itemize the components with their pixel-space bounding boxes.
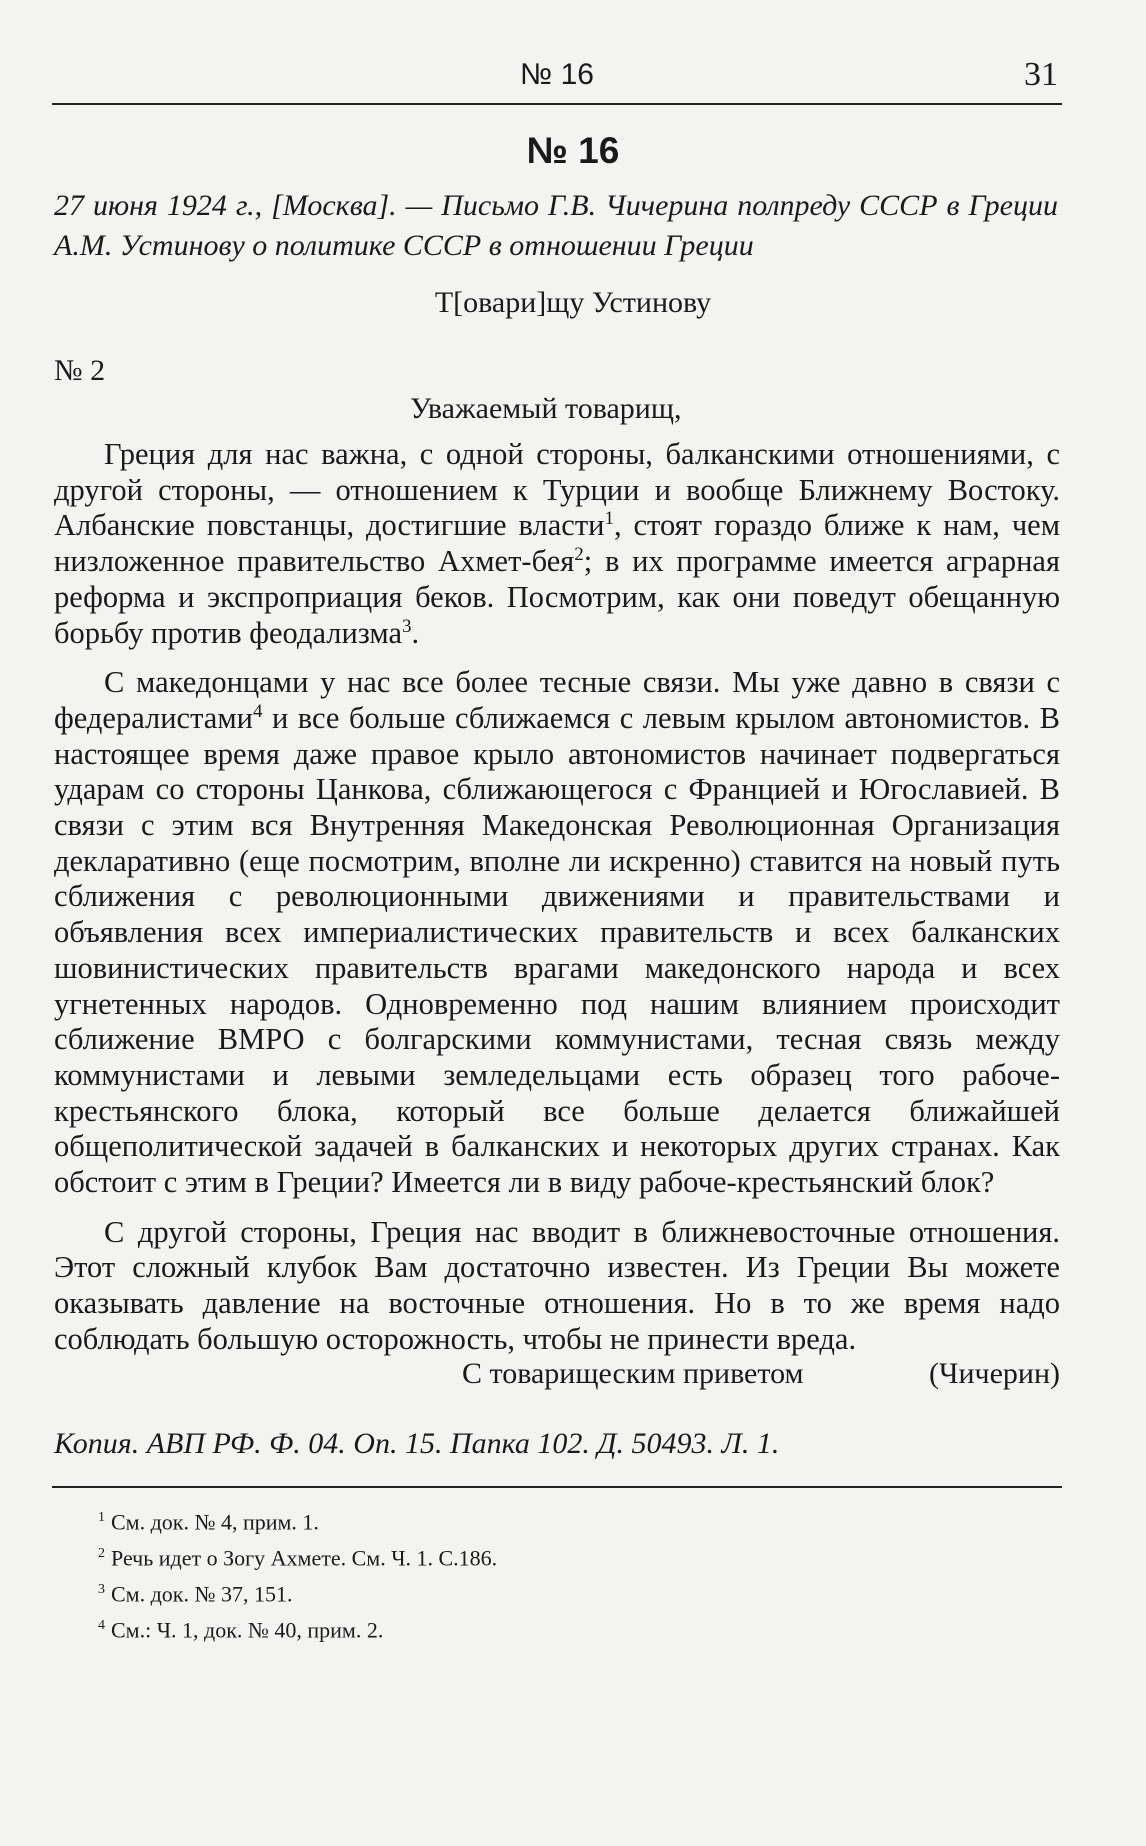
- text-run: С другой стороны, Греция нас вводит в ближневосточные отношения. Этот сложный клубок Вам достаточно известен. Из Греции Вы можете оказывать давление на восточные отношения. Но в то же время надо соблюдать большую осторожность, чтобы не принести вреда.: [54, 1214, 1060, 1356]
- header-rule: [52, 103, 1062, 105]
- closing: [54, 1357, 1060, 1397]
- footnote-number: 2: [98, 1546, 105, 1561]
- archival-source: Копия. АВП РФ. Ф. 04. Оп. 15. Папка 102. Д. 50493. Л. 1.: [54, 1427, 780, 1460]
- text-run: , стоят гораздо ближе к нам, чем низложенное правительство Ахмет-бея: [54, 508, 1060, 579]
- footnote-number: 1: [98, 1510, 105, 1525]
- letter-number: № 2: [54, 354, 106, 387]
- footnote-text: См.: Ч. 1, док. № 40, прим. 2.: [111, 1617, 384, 1643]
- letter-body: [54, 437, 1060, 1372]
- footnote-ref[interactable]: 3: [402, 615, 412, 637]
- salutation: Уважаемый товарищ,: [410, 392, 682, 425]
- footnote: [98, 1572, 497, 1608]
- text-run: .: [411, 615, 420, 650]
- footnote-number: 4: [98, 1618, 105, 1633]
- footnote: [98, 1536, 497, 1572]
- footnote-text: Речь идет о Зогу Ахмете. См. Ч. 1. С.186.: [111, 1545, 498, 1571]
- page-number: 31: [1024, 56, 1058, 93]
- footnote-ref[interactable]: 2: [574, 543, 584, 565]
- signature: (Чичерин): [928, 1357, 1060, 1390]
- running-head: [52, 56, 1062, 106]
- footnotes: [98, 1500, 497, 1644]
- addressee: Т[овари]щу Устинову: [434, 286, 712, 319]
- footnote-text: См. док. № 4, прим. 1.: [111, 1509, 319, 1535]
- closing-greeting: С товарищеским приветом: [462, 1357, 804, 1390]
- footnote-ref[interactable]: 4: [252, 700, 263, 722]
- document-description: 27 июня 1924 г., [Москва]. — Письмо Г.В. Чичерина полпреду СССР в Греции А.М. Устинову о политике СССР в отношении Греции: [54, 189, 1058, 262]
- footnote-rule: [52, 1486, 1062, 1488]
- paragraph: [54, 437, 1060, 651]
- footnote: [98, 1608, 497, 1644]
- text-run: Греция для нас важна, с одной стороны, балканскими отношениями, с другой стороны, — отношением к Турции и вообще Ближнему Востоку. Албанские повстанцы, достигшие власти: [54, 437, 1060, 543]
- text-run: ; в их программе имеется аграрная реформа и экспроприация беков. Посмотрим, как они поведут обещанную борьбу против феодализма: [54, 544, 1060, 650]
- footnote: [98, 1500, 497, 1536]
- text-run: и все больше сближаемся с левым крылом автономистов. В настоящее время даже правое крыло автономистов начинает подвергаться ударам со стороны Цанкова, сближающегося с Францией и Югославией. В связи с этим вся Внутренняя Македонская Революционная Организация декларативно (еще посмотрим, вполне ли искренно) ставится на новый путь сближения с революционными движениями и правительствами и объявления всех империалистических правительств и всех балканских шовинистических правительств врагами македонского народа и всех угнетенных народов. Одновременно под нашим влиянием происходит сближение ВМРО с болгарскими коммунистами, тесная связь между коммунистами и левыми земледельцами есть образец того рабоче-крестьянского блока, который все больше делается ближайшей общеполитической задачей в балканских и некоторых других странах. Как обстоит с этим в Греции? Имеется ли в виду рабоче-крестьянский блок?: [54, 700, 1060, 1200]
- document-title: № 16: [526, 130, 620, 171]
- footnote-ref[interactable]: 1: [604, 508, 614, 530]
- paragraph: [54, 665, 1060, 1201]
- paragraph: [54, 1215, 1060, 1358]
- text-run: С македонцами у нас все более тесные связи. Мы уже давно в связи с федералистами: [54, 665, 1060, 735]
- running-head-doc-number: № 16: [520, 58, 594, 91]
- footnote-number: 3: [98, 1582, 105, 1597]
- footnote-text: См. док. № 37, 151.: [111, 1581, 293, 1607]
